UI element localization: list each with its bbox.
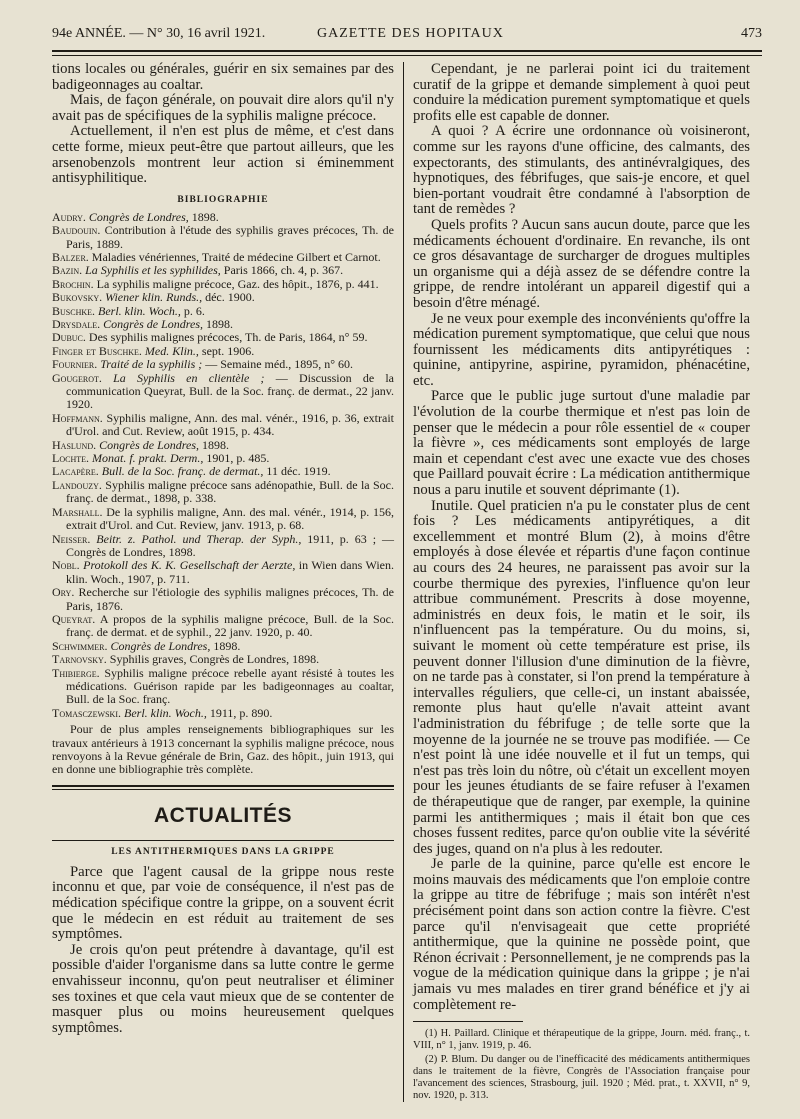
paragraph: Je parle de la quinine, parce qu'elle est encore le moins mauvais des médicaments que l'on emploie contre la grippe au titre de fébrifuge ; mais son intérêt n'est précisément point dans son action contre la fièvre. C'est parce qu'il n'envisageait que cette propriété antithermique, que la quinine ne possède point, que Rénon écrivait : Personnellement, je ne comprends pas la vogue de la médication quinique dans la grippe ; je n'ai jamais vu mes malades en tirer grand bénéfice et j'y ai complètement re- xyxy=(413,856,750,1013)
header-rule xyxy=(52,50,762,52)
paragraph: Mais, de façon générale, on pouvait dire alors qu'il n'y avait pas de spécifiques de la syphilis maligne précoce. xyxy=(52,92,394,124)
bibliography-author: Bukovsky. xyxy=(52,290,103,305)
bibliography-work: Med. Klin., xyxy=(144,343,199,358)
bibliography-details: déc. 1900. xyxy=(202,290,255,305)
bibliography-details: 11 déc. 1919. xyxy=(263,464,331,479)
bibliography-work: Berl. klin. Woch., xyxy=(98,303,181,318)
bibliography-details: Syphilis maligne précoce rebelle ayant résisté à toutes les médications. Guérison rapide par les badigeonnages au coaltar, Bull. de la Soc. franç. xyxy=(66,665,394,707)
bibliography-author: Queyrat. xyxy=(52,611,96,626)
bibliography-author: Ory. xyxy=(52,585,75,600)
paragraph: Je ne veux pour exemple des inconvénients qu'offre la médication purement symptomatique, que celui que nous fournissent les médicaments dits antipyrétiques : quinine, antipyrine, aspirine, pyramidon, phénacétine, etc. xyxy=(413,310,750,389)
bibliography-details: 1898. xyxy=(210,638,241,653)
section-rule xyxy=(52,840,394,841)
bibliography-details: Syphilis maligne, Ann. des mal. vénér., 1916, p. 36, extrait d'Urol. and Cut. Review, août 1915, p. 434. xyxy=(66,410,394,439)
bibliography-author: Thibierge. xyxy=(52,665,100,680)
bibliography-work: Berl. klin. Woch., xyxy=(124,705,207,720)
bibliography-work: Beitr. z. Pathol. und Therap. der Syph., xyxy=(96,531,302,546)
bibliography-entry xyxy=(52,358,394,371)
bibliography-details: 1898. xyxy=(199,437,230,452)
running-header xyxy=(52,26,762,46)
bibliography-details: Maladies vénériennes, Traité de médecine Gilbert et Carnot. xyxy=(88,249,381,264)
bibliography-author: Finger et Buschke. xyxy=(52,343,142,358)
bibliography-entry xyxy=(52,707,394,720)
bibliography-author: Hoffmann. xyxy=(52,410,103,425)
bibliography-details: — Semaine méd., 1895, n° 60. xyxy=(202,357,354,372)
bibliography-entry xyxy=(52,264,394,277)
bibliography-work: Wiener klin. Runds., xyxy=(105,290,203,305)
paragraph: Actuellement, il n'en est plus de même, et c'est dans cette forme, mieux peut-être que partout ailleurs, que les arsenobenzols montrent leur action si éminemment antisyphilitique. xyxy=(52,123,394,187)
bibliography-details: Syphilis maligne précoce sans adénopathie, Bull. de la Soc. franç. de dermat., 1898, p. 338. xyxy=(66,477,394,506)
bibliography-details: 1911, p. 63 ; — Congrès de Londres, 1898. xyxy=(66,531,394,559)
bibliography-entry xyxy=(52,345,394,358)
bibliography-heading: BIBLIOGRAPHIE xyxy=(177,194,269,205)
bibliography-author: Haslund. xyxy=(52,437,97,452)
journal-title: GAZETTE DES HOPITAUX xyxy=(317,26,504,41)
bibliography-work: La Syphilis en clientèle ; xyxy=(113,370,265,385)
bibliography-entry xyxy=(52,331,394,344)
section-rule-thin xyxy=(52,789,394,790)
bibliography-author: Gougerot. xyxy=(52,370,102,385)
bibliography-entry xyxy=(52,318,394,331)
left-column xyxy=(52,62,394,1036)
bibliography-details: La syphilis maligne précoce, Gaz. des hôpit., 1876, p. 441. xyxy=(93,276,379,291)
paragraph: Quels profits ? Aucun sans aucun doute, parce que les médicaments échouent d'ordinaire. En revanche, ils ont ce gros désavantage de surcharger de drogues multiples un organisme qui a déjà assez de se défendre contre la grippe, de rendre intolérant un appareil digestif qui a besoin d'être ménagé. xyxy=(413,216,750,311)
bibliography-work: Bull. de la Soc. franç. de dermat., xyxy=(101,464,264,479)
page-number: 473 xyxy=(741,26,762,41)
paragraph: Je crois qu'on peut prétendre à davantage, qu'il est possible d'aider l'organisme dans sa lutte contre le germe envahisseur inconnu, qu'on peut neutraliser et éliminer ses toxines et que cela vaut mieux que de se contenter de masquer plus ou moins heureusement quelques symptômes. xyxy=(52,941,394,1036)
paragraph: Parce que le public juge surtout d'une maladie par l'évolution de la courbe thermique et n'est pas loin de penser que le médecin a pour rôle essentiel de « couper la fièvre », ces médicaments sont employés de large main et cependant c'est avec une exacte vue des choses que Paillard pouvait écrire : La médication antithermique nous a paru inutile et souvent déprimante (1). xyxy=(413,388,750,499)
bibliography-entry xyxy=(52,640,394,653)
issue-info: 94e ANNÉE. — N° 30, 16 avril 1921. xyxy=(52,26,266,41)
footnotes xyxy=(413,1028,750,1102)
bibliography-entry xyxy=(52,412,394,439)
bibliography-entry xyxy=(52,613,394,640)
bibliography-entry xyxy=(52,559,394,586)
bibliography-details: Contribution à l'étude des syphilis graves précoces, Th. de Paris, 1889. xyxy=(66,223,394,251)
section-rule xyxy=(52,785,394,787)
bibliography-author: Landouzy. xyxy=(52,477,102,492)
bibliography-details: 1898. xyxy=(188,209,219,224)
bibliography-entry xyxy=(52,291,394,304)
footnote: (1) H. Paillard. Clinique et thérapeutique de la grippe, Journ. méd. franç., t. VIII, n° 1, janv. 1919, p. 46. xyxy=(413,1028,750,1052)
bibliography-entry xyxy=(52,465,394,478)
bibliography-author: Neisser. xyxy=(52,531,91,546)
paragraph: tions locales ou générales, guérir en six semaines par des badigeonnages au coaltar. xyxy=(52,61,394,93)
bibliography-author: Audry. xyxy=(52,209,86,224)
bibliography-entry xyxy=(52,586,394,613)
bibliography-entry xyxy=(52,278,394,291)
footnote: (2) P. Blum. Du danger ou de l'inefficacité des médicaments antithermiques dans le traitement de la fièvre, Congrès de l'Association française pour l'avancement des sciences, Strasbourg, juil. 1920 ; Méd. prat., t. XXVII, n° 9, nov. 1920, p. 313. xyxy=(413,1054,750,1102)
bibliography-details: A propos de la syphilis maligne précoce, Bull. de la Soc. franç. de dermat. et de syphil., 22 janv. 1920, p. 40. xyxy=(66,611,394,640)
bibliography-work: Congrès de Londres, xyxy=(99,437,200,452)
bibliography-author: Baudouin. xyxy=(52,223,101,238)
bibliography-entry xyxy=(52,224,394,251)
bibliography-author: Dubuc. xyxy=(52,330,86,345)
paragraph: Parce que l'agent causal de la grippe nous reste inconnu et que, par voie de conséquence, il n'est pas de médication spécifique contre la grippe, on a souvent écrit que le médecin en est réduit au traitement de ses symptômes. xyxy=(52,863,394,943)
column-divider xyxy=(403,62,404,1102)
paragraph: A quoi ? A écrire une ordonnance où voisineront, comme sur les rayons d'une officine, des calmants, des expectorants, des stimulants, des antinévralgiques, des hypnotiques, des fébrifuges, que sais-je encore, et quel bien-portant voudrait être condamné à l'absorption de tant de remèdes ? xyxy=(413,123,750,218)
bibliography-details: 1898. xyxy=(203,317,234,331)
bibliography-entry xyxy=(52,251,394,264)
bibliography-entry xyxy=(52,506,394,533)
bibliography-work: Monat. f. prakt. Derm., xyxy=(92,451,204,466)
bibliography-details: Syphilis graves, Congrès de Londres, 1898. xyxy=(106,652,320,667)
footnote-rule xyxy=(413,1021,523,1022)
bibliography-entry xyxy=(52,452,394,465)
bibliography-author: Nobl. xyxy=(52,558,80,573)
bibliography-details: Paris 1866, ch. 4, p. 367. xyxy=(220,263,344,278)
bibliography-note: Pour de plus amples renseignements bibliographiques sur les travaux antérieurs à 1913 concernant la syphilis maligne précoce, nous renvoyons à la Revue générale de Brin, Gaz. des hôpit., juin 1913, qui en donne une bibliographie très complète. xyxy=(52,722,394,777)
bibliography-author: Bazin. xyxy=(52,263,83,278)
bibliography-details: — Discussion de la communication Queyrat, Bull. de la Soc. franç. de dermat., 22 janv. 1920. xyxy=(66,370,395,412)
bibliography-work: Congrès de Londres, xyxy=(110,638,211,653)
bibliography-details: Des syphilis malignes précoces, Th. de Paris, 1864, n° 59. xyxy=(85,330,368,345)
bibliography-details: 1911, p. 890. xyxy=(206,705,273,720)
bibliography-list xyxy=(52,211,394,720)
bibliography-author: Lacapère. xyxy=(52,464,99,479)
article-title: LES ANTITHERMIQUES DANS LA GRIPPE xyxy=(111,846,335,857)
bibliography-work: Congrès de Londres, xyxy=(103,317,204,331)
bibliography-entry xyxy=(52,372,394,412)
bibliography-entry xyxy=(52,653,394,666)
bibliography-author: Schwimmer. xyxy=(52,638,108,653)
bibliography-work: Congrès de Londres, xyxy=(88,209,189,224)
section-heading: ACTUALITÉS xyxy=(154,803,292,827)
bibliography-author: Marshall. xyxy=(52,504,103,519)
bibliography-work: La Syphilis et les syphilides, xyxy=(85,263,221,278)
bibliography-author: Fournier. xyxy=(52,357,98,372)
bibliography-work: Traité de la syphilis ; xyxy=(100,357,203,372)
bibliography-author: Lochte. xyxy=(52,451,89,466)
bibliography-details: 1901, p. 485. xyxy=(203,451,270,466)
bibliography-entry xyxy=(52,667,394,707)
header-rule-thin xyxy=(52,55,762,56)
bibliography-author: Tomasczewski. xyxy=(52,705,121,720)
bibliography-author: Drysdale. xyxy=(52,317,101,331)
bibliography-work: Protokoll des K. K. Gesellschaft der Aerzte, xyxy=(83,558,296,573)
bibliography-details: sept. 1906. xyxy=(198,343,255,358)
right-column xyxy=(413,62,750,1104)
bibliography-entry xyxy=(52,533,394,560)
bibliography-author: Buschke. xyxy=(52,303,96,318)
bibliography-entry xyxy=(52,211,394,224)
paragraph: Cependant, je ne parlerai point ici du traitement curatif de la grippe et demande simplement à quoi peut conduire la médication purement symptomatique et quels profits elle est capable de donner. xyxy=(413,61,750,124)
bibliography-author: Tarnovsky. xyxy=(52,652,107,667)
bibliography-entry xyxy=(52,479,394,506)
bibliography-entry xyxy=(52,439,394,452)
bibliography-details: Recherche sur l'étiologie des syphilis malignes précoces, Th. de Paris, 1876. xyxy=(66,585,394,613)
paragraph: Inutile. Quel praticien n'a pu le constater plus de cent fois ? Les médicaments antipyrétiques, a dit excellemment et montré Blum (2), à moins d'être employés à dose élevée et répartis d'une façon continue au cours des 24 heures, ne paraissent pas avoir sur la courbe thermique des pyrexies, l'influence qu'on leur attribue communément. Prescrits à dose moyenne, administrés en deux fois, le matin et le soir, ils n'influencent pas la température. Ou du moins, si, suivant le moment où cette température est prise, ils peuvent donner l'illusion d'une diminution de la fièvre, on ne tarde pas à constater, si l'on prend la température à intervalles réguliers, que celle-ci, un instant abaissée, remonte plus haut qu'elle n'avait atteint avant l'administration du fébrifuge ; de telle sorte que la moyenne de la journée ne se trouve pas modifiée. — Ce n'est point là une idée nouvelle et il fut un temps, qui n'est pas très loin du nôtre, où c'était un excellent moyen pour les jeunes étudiants de se faire refuser à l'examen de thérapeutique que de ranger, par exemple, la quinine parmi les antithermiques ; mais il était bon que ces choses fussent redites, parce qu'on oublie vite la sévérité des juges, quand on n'a plus à les redouter. xyxy=(413,497,750,857)
bibliography-author: Brochin. xyxy=(52,276,94,291)
bibliography-author: Balzer. xyxy=(52,249,89,264)
bibliography-details: in Wien dans Wien. klin. Woch., 1907, p. 711. xyxy=(66,558,394,586)
bibliography-details: p. 6. xyxy=(180,303,205,318)
bibliography-details: De la syphilis maligne, Ann. des mal. vénér., 1914, p. 156, extrait d'Urol. and Cut. Review, janv. 1913, p. 68. xyxy=(66,504,394,533)
bibliography-entry xyxy=(52,305,394,318)
